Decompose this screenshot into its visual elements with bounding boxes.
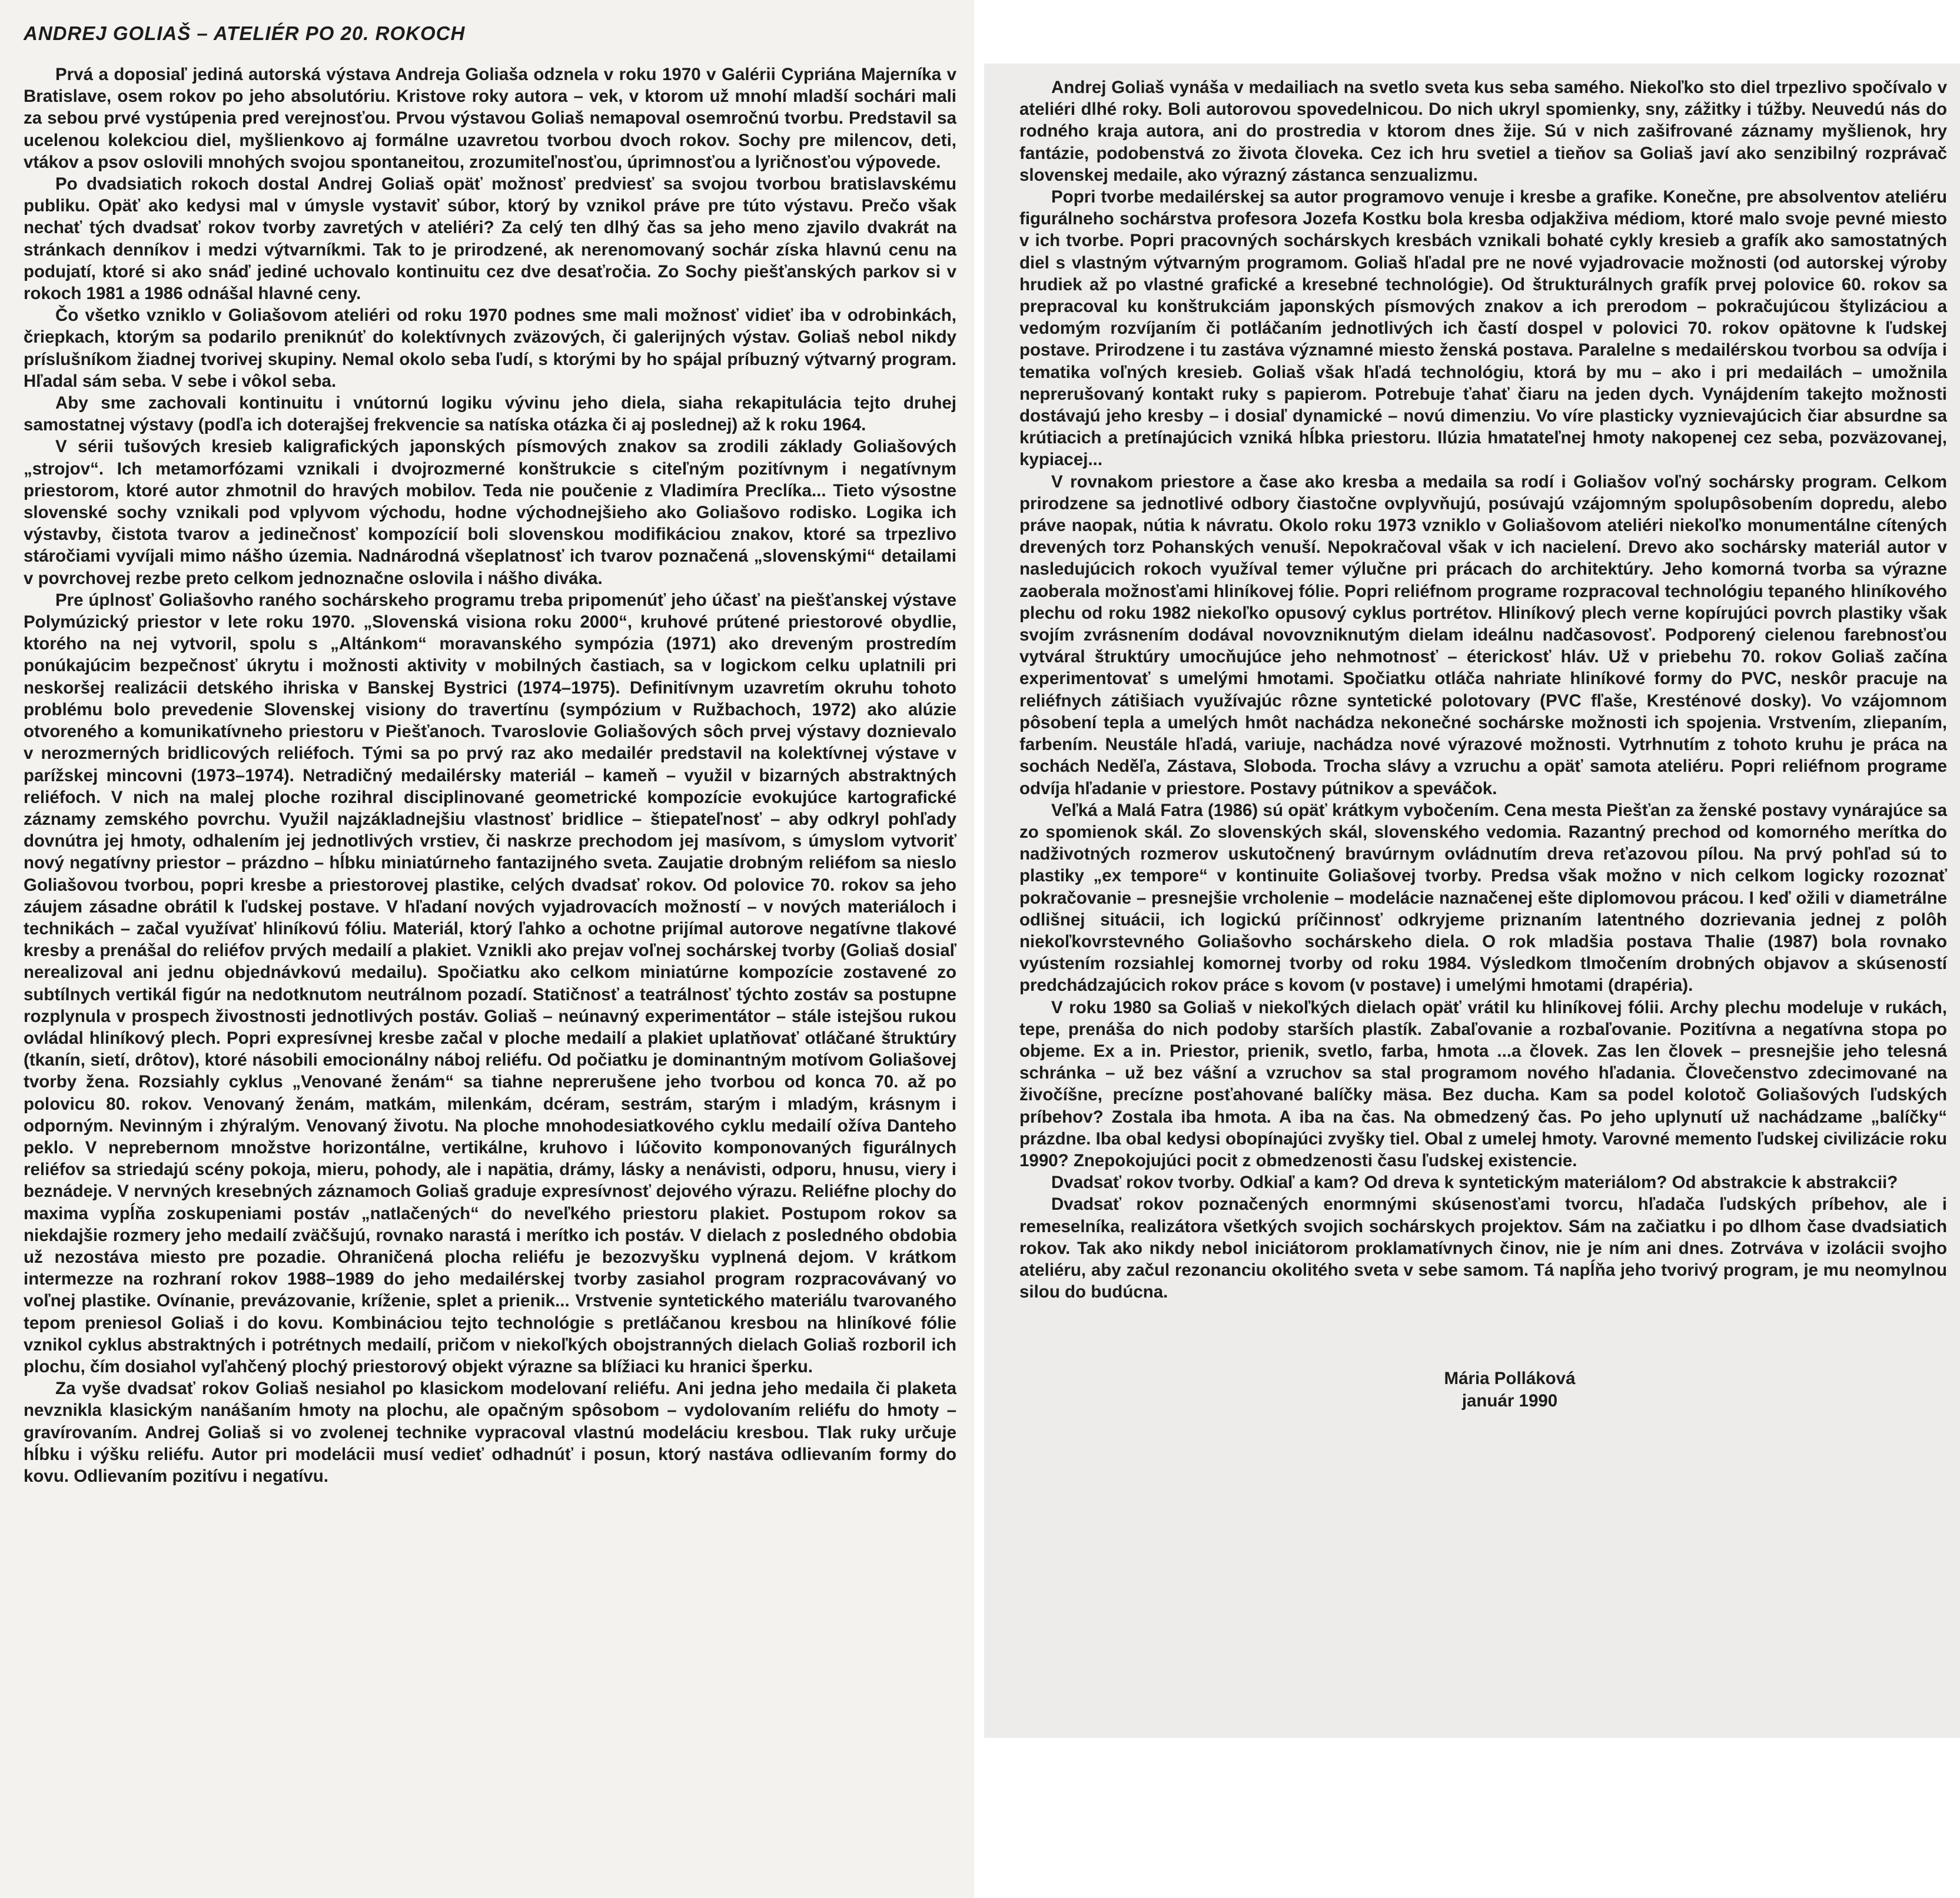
left-column-page <box>0 0 974 1898</box>
author-signature <box>1019 1368 1947 1411</box>
article-paragraph: Andrej Goliaš vynáša v medailiach na svetlo sveta kus seba samého. Niekoľko sto diel trpezlivo spočívalo v ateliéri dlhé roky. Boli autorovou spovedelnicou. Do nich ukryl spomienky, sny, zážitky i túžby. Neuvedú nás do rodného kraja autora, ani do prostredia v ktorom dnes žije. Sú v nich zašifrované záznamy myšlienok, hry fantázie, podobenstvá zo života človeka. Cez ich hru svetiel a tieňov sa Goliaš javí ako senzibilný rozprávač slovenskej medaile, ako výrazný zástanca senzualizmu. <box>1019 78 1947 185</box>
article-paragraph: V sérii tušových kresieb kaligrafických japonských písmových znakov sa zrodili základy Goliašových „strojov“. Ich metamorfózami vznikali i dvojrozmerné konštrukcie s citeľným pozitívnym i negatívnym priestorom, ktoré autor zhmotnil do hravých mobilov. Teda nie poučenie z Vladimíra Preclíka... Tieto výsostne slovenské sochy vznikali pod vplyvom východu, hodne východnejšieho ako Goliašovo rodisko. Logika ich výstavby, čistota tvarov a jedinečnosť kompozícií boli slovenskou modifikáciou znakov, ktoré sa trpezlivo stáročiami vyvíjali mimo nášho územia. Nadnárodná všeplatnosť ich tvarov poznačená „slovenskými“ detailami v povrchovej rezbe preto celkom jednoznačne oslovila i nášho diváka. <box>24 437 956 588</box>
signature-date: január 1990 <box>1461 1391 1558 1411</box>
article-paragraph: Pre úplnosť Goliašovho raného sochárskeho programu treba pripomenúť jeho účasť na piešťanskej výstave Polymúzický priestor v lete roku 1970. „Slovenská visiona roku 2000“, kruhové prútené priestorové obydlie, ktorého na nej vytvoril, spolu s „Altánkom“ moravanského sympózia (1971) ako dreveným prostredím ponúkajúcim bezpečnosť úkrytu i možnosti aktivity v mobilných častiach, sa v logickom celku uplatnili pri neskoršej realizácii detského ihriska v Banskej Bystrici (1974–1975). Definitívnym uzavretím okruhu tohoto problému bolo prevedenie Slovenskej visiony do travertínu (sympózium v Ružbachoch, 1972) ako alúzie otvoreného a komunikatívneho priestoru v Piešťanoch. Tvaroslovie Goliašových sôch prvej výstavy doznievalo v nerozmerných bridlicových reliéfoch. Tými sa po prvý raz ako medailér predstavil na kolektívnej výstave v parížskej mincovni (1973–1974). Netradičný medailérsky materiál – kameň – využil v bizarných abstraktných reliéfoch. V nich na malej ploche rozihral disciplinované geometrické kompozície evokujúce kartografické záznamy zemského povrchu. Využil najzákladnejšiu vlastnosť bridlice – štiepateľnosť – aby odkryl pohľady dovnútra jej hmoty, odhalením jej jednotlivých vrstiev, či naskrze prechodom jej masívom, s úmyslom vytvoriť nový negatívny priestor – prázdno – hĺbku miniatúrneho fantazijného sveta. Zaujatie drobným reliéfom sa nieslo Goliašovou tvorbou, popri kresbe a priestorovej plastike, celých dvadsať rokov. Od polovice 70. rokov sa jeho záujem zásadne obrátil k ľudskej postave. V hľadaní nových vyjadrovacích možností – v nových materiáloch i technikách – začal využívať hliníkovú fóliu. Materiál, ktorý ľahko a ochotne prijímal autorove negatívne tlakové kresby a prenášal do reliéfov prvých medailí a plakiet. Vznikli ako prejav voľnej sochárskej tvorby (Goliaš dosiaľ nerealizoval ani jednu objednávkovú medailu). Spočiatku ako celkom miniatúrne kompozície zostavené zo subtílnych vertikál figúr na nedotknutom neutrálnom pozadí. Statičnosť a teatrálnosť týchto zostáv sa postupne rozplynula v prospech živostnosti jednotlivých postáv. Goliaš – neúnavný experimentátor – stále istejšou rukou ovládal hliníkový plech. Popri expresívnej kresbe začal v ploche medailí a plakiet uplatňovať otláčané štruktúry (tkanín, sietí, drôtov), ktoré násobili emocionálny náboj reliéfu. Od počiatku je dominantným motívom Goliašovej tvorby žena. Rozsiahly cyklus „Venované ženám“ sa tiahne neprerušene jeho tvorbou od konca 70. až po polovicu 80. rokov. Venovaný ženám, matkám, milenkám, dcéram, sestrám, starým i mladým, krásnym i odporným. Nevinným i zhýralým. Venovaný životu. Na ploche mnohodesiatkového cyklu medailí ožíva Danteho peklo. V neprebernom množstve horizontálne, vertikálne, kruhovo i lúčovito komponovaných figurálnych reliéfov sa striedajú scény pokoja, mieru, pohody, ale i napätia, drámy, lásky a nenávisti, odporu, hnusu, viery i beznádeje. V nervných kresebných záznamoch Goliaš graduje expresívnosť dejového výrazu. Reliéfne plochy do maxima vypĺňa zoskupeniami postáv „natlačených“ do neveľkého priestoru plakiet. Postupom rokov sa niekdajšie rozmery jeho medailí zväčšujú, rovnako narastá i merítko ich postáv. V dielach z posledného obdobia už nezostáva miesto pre pozadie. Ohraničená plocha reliéfu je bezozvyšku vyplnená dejom. V krátkom intermezze na rozhraní rokov 1988–1989 do jeho medailérskej tvorby zasiahol program rozpracovávaný vo voľnej plastike. Ovínanie, prevázovanie, kríženie, splet a prienik... Vrstvenie syntetického materiálu tvarovaného tepom preniesol Goliaš i do kovu. Kombináciou tejto technológie s pretláčanou kresbou na hliníkové fólie vznikol cyklus abstraktných i potrétnych medailí, pričom v niekoľkých obojstranných dielach Goliaš rozboril ich plochu, čím dosiahol vyľahčený plochý priestorový objekt výrazne sa blížiaci ku hranici šperku. <box>24 590 956 1376</box>
article-paragraph: Dvadsať rokov tvorby. Odkiaľ a kam? Od dreva k syntetickým materiálom? Od abstrakcie k abstrakcii? <box>1051 1173 1898 1193</box>
author-name: Mária Polláková <box>1444 1369 1576 1389</box>
article-title: ANDREJ GOLIAŠ – ATELIÉR PO 20. ROKOCH <box>24 22 466 44</box>
article-paragraph: Za vyše dvadsať rokov Goliaš nesiahol po klasickom modelovaní reliéfu. Ani jedna jeho medaila či plaketa nevznikla klasickým nanášaním hmoty na plochu, ale opačným spôsobom – vydolovaním reliéfu do hmoty – gravírovaním. Andrej Goliaš si vo zvolenej technike vypracoval vlastnú modeláciu kresbou. Tlak ruky určuje hĺbku i výšku reliéfu. Autor pri modelácii musí vedieť odhadnúť i posun, ktorý nastáva odlievaním formy do kovu. Odlievaním pozitívu i negatívu. <box>24 1379 956 1486</box>
article-paragraph: V roku 1980 sa Goliaš v niekoľkých dielach opäť vrátil ku hliníkovej fólii. Archy plechu modeluje v rukách, tepe, prenáša do nich podoby starších plastík. Zabaľovanie a rozbaľovanie. Pozitívna a negatívna stopa po objeme. Ex a in. Priestor, prienik, svetlo, farba, hmota ...a človek. Zas len človek – presnejšie jeho telesná schránka – už bez vášní a vzruchov sa stal programom nového hľadania. Človečenstvo zdecimované na živočíšne, precízne posťahované balíčky mäsa. Bez ducha. Kam sa podel kolotoč Goliašových ľudských príbehov? Zostala iba hmota. A iba na čas. Na obmedzený čas. Po jeho uplynutí už nachádzame „balíčky“ prázdne. Iba obal kedysi obopínajúci zvyšky tiel. Obal z umelej hmoty. Varovné memento ľudskej civilizácie roku 1990? Znepokojujúci pocit z obmedzenosti času ľudskej existencie. <box>1019 997 1947 1170</box>
article-paragraph: Prvá a doposiaľ jediná autorská výstava Andreja Goliaša odznela v roku 1970 v Galérii Cypriána Majerníka v Bratislave, osem rokov po jeho absolutóriu. Kristove roky autora – vek, v ktorom už mnohí mladší sochári mali za sebou prvé vystúpenia pred verejnosťou. Prvou výstavou Goliaš nemapoval osemročnú tvorbu. Predstavil sa ucelenou kolekciou diel, myšlienkovo aj formálne uzavretou tvorbou dvoch rokov. Sochy pre milencov, deti, vtákov a psov oslovili mnohých svojou spontaneitou, zrozumiteľnosťou, úprimnosťou a lyričnosťou výpovede. <box>24 65 956 172</box>
article-paragraph: Dvadsať rokov poznačených enormnými skúsenosťami tvorcu, hľadača ľudských príbehov, ale i remeselníka, realizátora všetkých svojich sochárskych projektov. Sám na začiatku i po dlhom čase dvadsiatich rokov. Tak ako nikdy nebol iniciátorom proklamatívnych činov, nie je ním ani dnes. Zotrváva v izolácii svojho ateliéru, aby začul rezonanciu okolitého sveta v sebe samom. Tá napĺňa jeho tvorivý program, je mu neomylnou silou do budúcna. <box>1019 1194 1947 1302</box>
article-paragraph: V rovnakom priestore a čase ako kresba a medaila sa rodí i Goliašov voľný sochársky program. Celkom prirodzene sa jednotlivé odbory čiastočne ovplyvňujú, posúvajú vzájomným spolupôsobením dopredu, alebo práve naopak, nútia k návratu. Okolo roku 1973 vzniklo v Goliašovom ateliéri niekoľko monumentálne cítených drevených torz Pohanských venuší. Nepokračoval však v ich nacielení. Drevo ako sochársky materiál autor v nasledujúcich rokoch využíval temer výlučne pri prácach do architektúry. Jeho komorná tvorba sa výrazne zaoberala možnosťami hliníkovej fólie. Popri reliéfnom programe rozpracoval technológiu tepaného hliníkového plechu od roku 1982 niekoľko opusový cyklus portrétov. Hliníkový plech verne kopírujúci povrch plastiky však svojím zvrásnením dodával novovzniknutým dielam ideálnu nadčasovosť. Podporený cielenou farebnosťou vytváral štruktúry umocňujúce jeho nehmotnosť – éterickosť hláv. Už v priebehu 70. rokov Goliaš začína experimentovať s umelými hmotami. Spočiatku otláča nahriate hliníkové formy do PVC, neskôr pracuje na reliéfnych zátišiach využívajúc rôzne syntetické polotovary (PVC fľaše, Kresténové dosky). Vo vzájomnom pôsobení tepla a umelých hmôt nachádza nekonečné sochárske možnosti ich spojenia. Vrstvením, zliepaním, farbením. Neustále hľadá, variuje, nachádza nové výrazové možnosti. Vytrhnutím z tohoto kruhu je práca na sochách Neděľa, Zástava, Sloboda. Trocha slávy a vzruchu a opäť samota ateliéru. Popri reliéfnom programe odvíja hľadanie v priestore. Postavy pútnikov a speváčok. <box>1019 472 1947 798</box>
right-column-page <box>984 64 1960 1738</box>
article-paragraph: Po dvadsiatich rokoch dostal Andrej Goliaš opäť možnosť predviesť sa svojou tvorbou bratislavskému publiku. Opäť ako kedysi mal v úmysle vystaviť súbor, ktorý by vznikol práve pre túto výstavu. Prečo však nechať tých dvadsať rokov tvorby zavretých v ateliéri? Za celý ten dlhý čas sa jeho meno zjavilo dvakrát na stránkach denníkov i medzi výtvarníkmi. Tak to je prirodzené, ak nerenomovaný sochár získa hlavnú cenu na podujatí, ktoré si ako snáď jediné uchovalo kontinuitu cez dve desaťročia. Zo Sochy piešťanských parkov si v rokoch 1981 a 1986 odnášal hlavné ceny. <box>24 174 956 304</box>
article-paragraph: Veľká a Malá Fatra (1986) sú opäť krátkym vybočením. Cena mesta Piešťan za ženské postavy vynárajúce sa zo spomienok skál. Zo slovenských skál, slovenského vedomia. Razantný prechod od komorného merítka do nadživotných rozmerov uskutočnený bravúrnym ovládnutím dreva reťazovou pílou. Na prvý pohľad sú to plastiky „ex tempore“ v kontinuite Goliašovej tvorby. Predsa však možno v nich celkom logicky rozoznať pokračovanie – presnejšie vrcholenie – modelácie naznačenej ešte diplomovou prácou. I keď ožili v diametrálne odlišnej situácii, ich logickú príčinnosť odkryjeme priznaním latentného dozrievania jednej z polôh niekoľkovrstevného Goliašovho sochárskeho diela. O rok mladšia postava Thalie (1987) bola rovnako vyústením rozsiahlej komornej tvorby od roku 1984. Výsledkom tlmočením drobných objavov a skúseností predchádzajúcich rokov práce s kovom (v postave) i umelými hmotami (drapéria). <box>1019 800 1947 996</box>
article-paragraph: Popri tvorbe medailérskej sa autor programovo venuje i kresbe a grafike. Konečne, pre absolventov ateliéru figurálneho sochárstva profesora Jozefa Kostku bola kresba odjakživa médiom, ktoré malo svoje pevné miesto v ich tvorbe. Popri pracovných sochárskych kresbách vznikali bohaté cykly kresieb a grafík ako samostatných diel s vlastným výtvarným programom. Goliaš hľadal pre ne nové vyjadrovacie možnosti (od autorskej výroby hrudiek až po vlastné grafické a kresebné technológie). Od štrukturálnych grafík prvej polovice 60. rokov sa prepracoval ku konštrukciám japonských písmových znakov a ich prerodom – pokračujúcou štylizáciou a vedomým rozvíjaním či potláčaním jednotlivých ich častí dospel v polovici 70. rokov opätovne k ľudskej postave. Prirodzene i tu zastáva významné miesto ženská postava. Paralelne s medailérskou tvorbou sa odvíja i tematika voľných kresieb. Goliaš však hľadá technológiu, ktorá by mu – ako i pri medailách – umožnila neprerušovaný kontakt ruky s papierom. Potrebuje ťahať čiaru na jeden dych. Vynájdením takejto možnosti dostávajú jeho kresby – i dosiaľ dynamické – novú dimenziu. Vo víre plasticky vyznievajúcich čiar absurdne sa krútiacich a pretínajúcich vzniká hĺbka priestoru. Ilúzia hmatateľnej hmoty nakopenej cez seba, pozväzovanej, kypiacej... <box>1019 187 1947 470</box>
article-paragraph: Čo všetko vzniklo v Goliašovom ateliéri od roku 1970 podnes sme mali možnosť vidieť iba v odrobinkách, čriepkach, ktorým sa podarilo preniknúť do kolektívnych zväzových, či galerijných výstav. Goliaš nebol nikdy príslušníkom žiadnej tvorivej skupiny. Nemal okolo seba ľudí, s ktorými by ho spájal príbuzný výtvarný program. Hľadal sám seba. V sebe i vôkol seba. <box>24 306 956 391</box>
article-paragraph: Aby sme zachovali kontinuitu i vnútornú logiku vývinu jeho diela, siaha rekapitulácia tejto druhej samostatnej výstavy (podľa ich doterajšej frekvencie sa natíska otázka či aj poslednej) až k roku 1964. <box>24 393 956 435</box>
